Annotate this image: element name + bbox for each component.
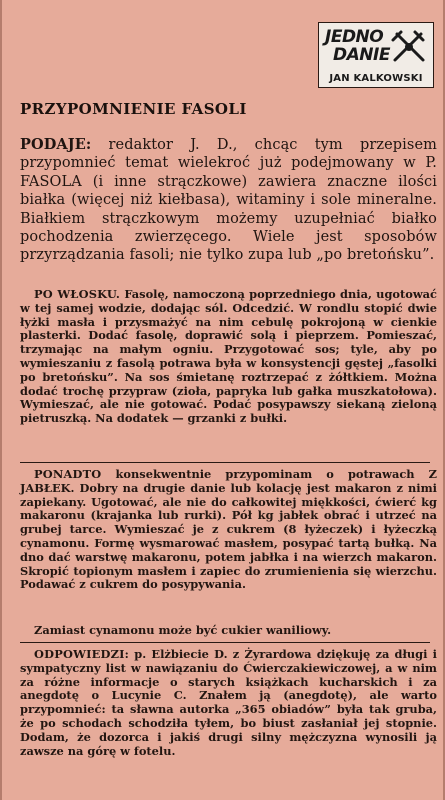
lead-keyword: PODAJE: <box>20 136 92 153</box>
section-po-wlosku-text: Fasolę, namoczoną poprzedniego dnia, ugotować w tej samej wodzie, dodając sól. Odcedzić. W rondlu stopić dwie łyżki masła i przysmażyć na nim cebulę pokrojoną w cienkie plasterki. Dodać fasolę, doprawić solą i pieprzem. Pomieszać, trzymając na małym ogniu. Przygotować sos; tyle, aby po wymieszaniu z fasolą potrawa była w konsystencji gęstej „fasolki po bretońsku”. Na sos śmietanę roztrzepać z żółtkiem. Można dodać trochę przypraw (zioła, papryka lub gałka muszkatołowa). Wymieszać, ale nie gotować. Podać posypawszy siekaną zieloną pietruszką. Na dodatek — grzanki z bułki. <box>20 287 437 426</box>
section-po-wlosku-keyword: PO WŁOSKU. <box>34 287 121 301</box>
divider <box>20 462 430 463</box>
logo-byline: JAN KALKOWSKI <box>329 73 423 84</box>
divider <box>20 642 430 643</box>
logo-title-line1: JEDNO <box>325 27 384 47</box>
column-logo <box>318 22 434 88</box>
section-po-wlosku <box>20 288 437 426</box>
section-ponadto-note: Zamiast cynamonu może być cukier waniliowy. <box>34 623 332 637</box>
section-ponadto-keyword: PONADTO <box>34 467 102 481</box>
section-ponadto <box>20 468 437 592</box>
section-ponadto-text: konsekwentnie przypominam o potrawach Z JABŁEK. Dobry na drugie danie lub kolację jest makaron z nimi zapiekany. Ugotować, ale nie do całkowitej miękkości, ćwierć kg makaronu (krajanka lub rurki). Pół kg jabłek obrać i utrzeć na grubej tarce. Wymieszać je z cukrem (8 łyżeczek) i łyżeczką cynamonu. Formę wysmarować masłem, posypać tartą bułką. Na dno dać warstwę makaronu, potem jabłka i na wierzch makaron. Skropić topionym masłem i zapiec do zrumienienia się wierzchu. Podawać z cukrem do posypywania. <box>20 467 437 592</box>
section-odpowiedzi-text: p. Elżbiecie D. z Żyrardowa dziękuję za długi i sympatyczny list w nawiązaniu do Ćwierczakiewiczowej, a w nim za różne informacje o starych książkach kucharskich i za anegdotę o Lucynie C. Znałem ją (anegdotę), ale warto przypomnieć: ta sławna autorka „365 obiadów” była tak gruba, że po schodach schodziła tyłem, bo biust zasłaniał jej stopnie. Dodam, że dozorca i jakiś drugi silny mężczyzna wynosili ją zawsze na górę w fotelu. <box>20 647 437 758</box>
logo-title-line2: DANIE <box>333 45 390 65</box>
article-headline: PRZYPOMNIENIE FASOLI <box>20 100 247 118</box>
lead-paragraph <box>20 136 437 265</box>
section-odpowiedzi-keyword: ODPOWIEDZI: <box>34 647 130 661</box>
lead-text: redaktor J. D., chcąc tym przepisem przypomnieć temat wielekroć już podejmowany w P. FASOLA (i inne strączkowe) zawiera znaczne ilości białka (więcej niż kiełbasa), witaminy i sole mineralne. Białkiem strączkowym możemy uzupełniać białko pochodzenia zwierzęcego. Wiele jest sposobów przyrządzania fasoli; nie tylko zupa lub „po bretońsku”. <box>20 137 437 264</box>
section-odpowiedzi <box>20 648 437 758</box>
utensils-icon <box>389 26 429 66</box>
